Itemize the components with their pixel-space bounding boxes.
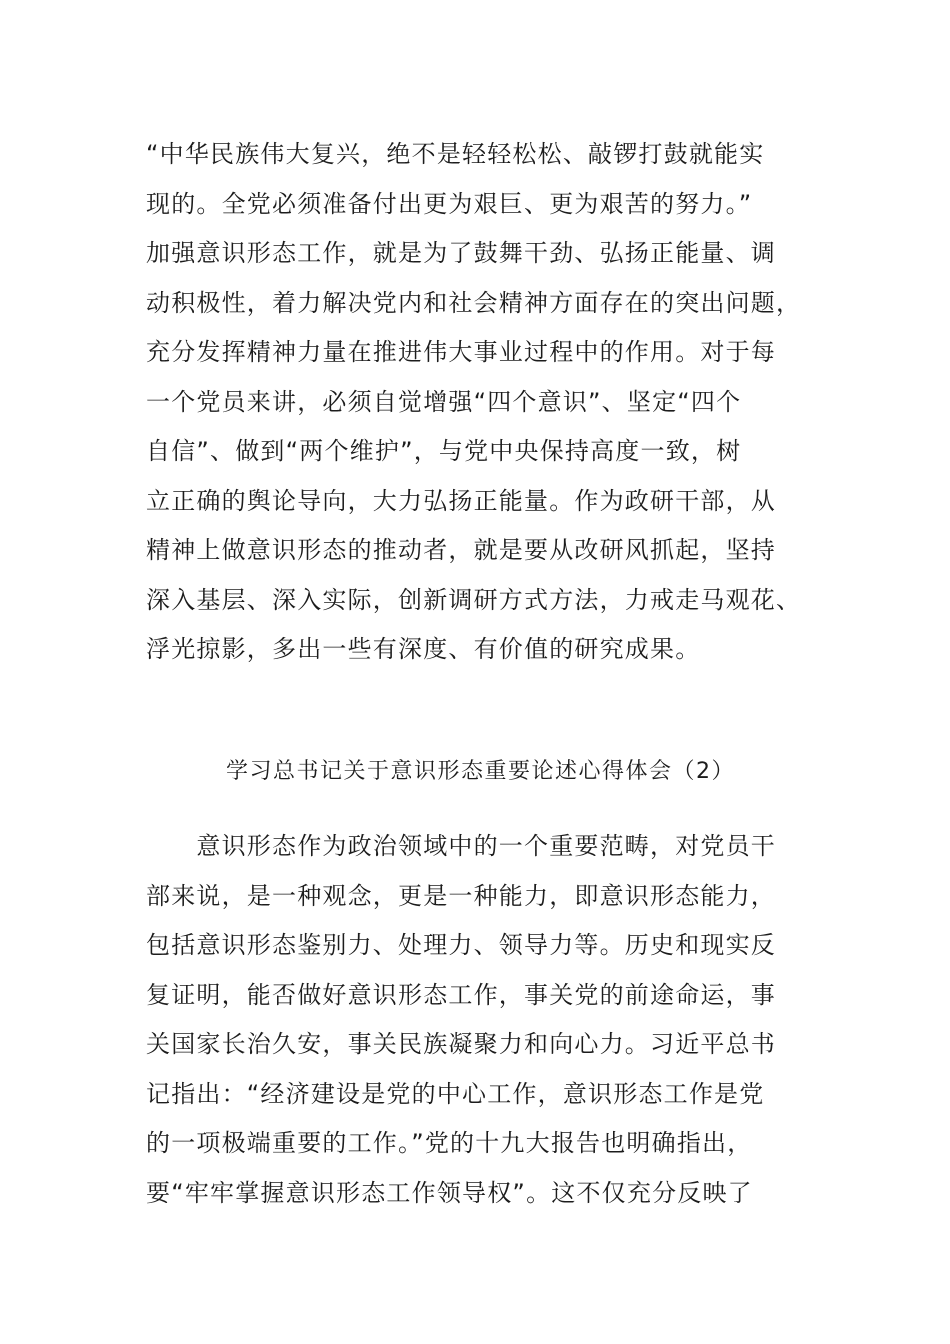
paragraph-line: 自信”、做到“两个维护”，与党中央保持高度一致，树 [146,437,742,465]
paragraph-line: 记指出：“经济建设是党的中心工作，意识形态工作是党 [146,1080,765,1108]
paragraph-line: 深入基层、深入实际，创新调研方式方法，力戒走马观花、 [146,586,802,614]
paragraph-line: 关国家长治久安，事关民族凝聚力和向心力。习近平总书 [146,1030,776,1058]
paragraph-line: 加强意识形态工作，就是为了鼓舞干劲、弘扬正能量、调 [146,239,776,267]
paragraph-line: 的一项极端重要的工作。”党的十九大报告也明确指出， [146,1129,753,1157]
paragraph-line: 动积极性，着力解决党内和社会精神方面存在的突出问题， [146,289,802,317]
paragraph-line: 复证明，能否做好意识形态工作，事关党的前途命运，事 [146,981,776,1009]
paragraph-line: 一个党员来讲，必须自觉增强“四个意识”、坚定“四个 [146,388,742,416]
paragraph-line: 包括意识形态鉴别力、处理力、领导力等。历史和现实反 [146,931,776,959]
section-title: 学习总书记关于意识形态重要论述心得体会（2） [226,759,735,784]
paragraph-line: 要“牢牢掌握意识形态工作领导权”。这不仅充分反映了 [146,1179,753,1207]
paragraph-line: 现的。全党必须准备付出更为艰巨、更为艰苦的努力。” [146,190,753,218]
paragraph-line: 意识形态作为政治领域中的一个重要范畴，对党员干 [146,832,776,860]
paragraph-line: “中华民族伟大复兴，绝不是轻轻松松、敲锣打鼓就能实 [146,140,765,168]
paragraph-line: 部来说，是一种观念，更是一种能力，即意识形态能力， [146,882,776,910]
paragraph-line: 立正确的舆论导向，大力弘扬正能量。作为政研干部，从 [146,487,776,515]
paragraph-line: 精神上做意识形态的推动者，就是要从改研风抓起，坚持 [146,536,776,564]
paragraph-line: 充分发挥精神力量在推进伟大事业过程中的作用。对于每 [146,338,776,366]
paragraph-line: 浮光掠影，多出一些有深度、有价值的研究成果。 [146,635,701,663]
